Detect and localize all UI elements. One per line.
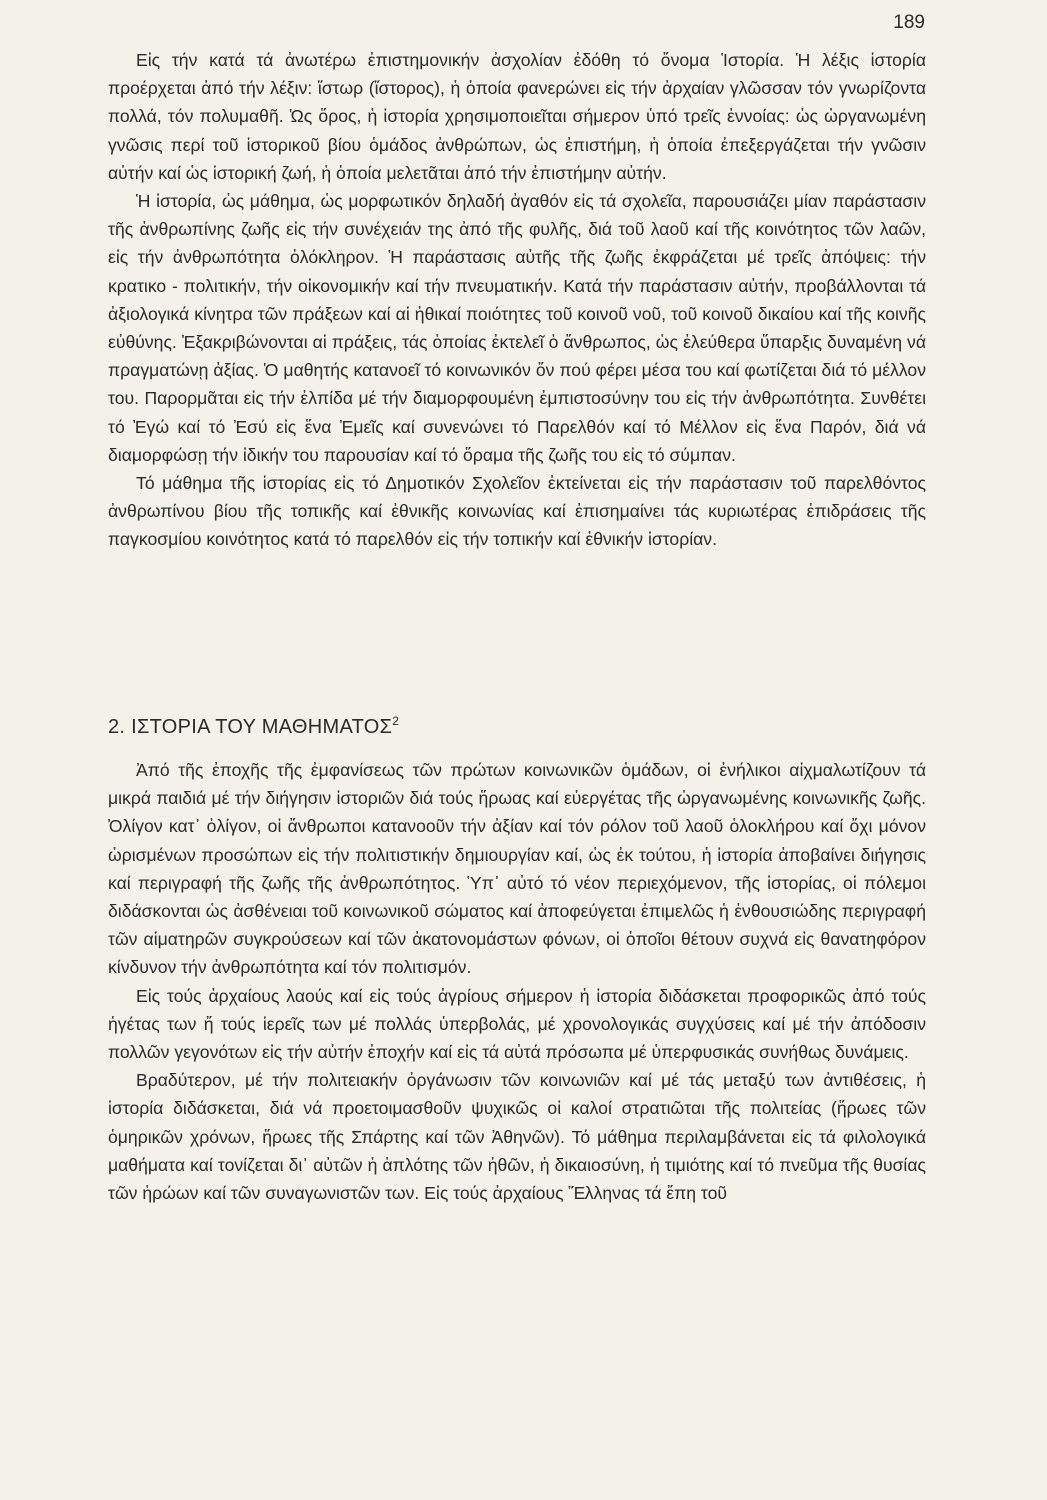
- section-paragraph-2: Εἰς τούς ἀρχαίους λαούς καί εἰς τούς ἀγρίους σήμερον ἡ ἱστορία διδάσκεται προφορικῶς ἀπό τούς ἡγέτας των ἤ τούς ἱερεῖς των μέ πολλάς ὑπερβολάς, μέ χρονολογικάς συγχύσεις καί μέ τήν ἀπόδοσιν πολλῶν γεγονότων εἰς τήν αὐτήν ἐποχήν καί εἰς τά αὐτά πρόσωπα μέ ὑπερφυσικάς συνήθως δυνάμεις.: [108, 985, 926, 1063]
- section-paragraph-3: Βραδύτερον, μέ τήν πολιτειακήν ὀργάνωσιν τῶν κοινωνιῶν καί μέ τάς μεταξύ των ἀντιθέσεις, ἡ ἱστορία διδάσκεται, διά νά προετοιμασθοῦν ψυχικῶς οἱ καλοί στρατιῶται τῆς πολιτείας (ἥρωες τῶν ὁμηρικῶν χρόνων, ἥρωες τῆς Σπάρτης καί τῶν Ἀθηνῶν). Τό μάθημα περιλαμβάνεται εἰς τά φιλολογικά μαθήματα καί τονίζεται δι᾽ αὐτῶν ἡ ἁπλότης τῶν ἠθῶν, ἡ δικαιοσύνη, ἡ τιμιότης καί τό πνεῦμα τῆς θυσίας τῶν ἡρώων καί τῶν συναγωνιστῶν των. Εἰς τούς ἀρχαίους Ἕλληνας τά ἔπη τοῦ: [108, 1070, 926, 1204]
- section-heading: [108, 714, 399, 739]
- section-heading-text: 2. ΙΣΤΟΡΙΑ ΤΟΥ ΜΑΘΗΜΑΤΟΣ: [108, 716, 393, 738]
- intro-paragraph-2: Ἡ ἱστορία, ὡς μάθημα, ὡς μορφωτικόν δηλαδή ἀγαθόν εἰς τά σχολεῖα, παρουσιάζει μίαν παράστασιν τῆς ἀνθρωπίνης ζωῆς εἰς τήν συνέχειάν της ἀπό τῆς φυλῆς, διά τοῦ λαοῦ καί τῆς κοινότητος τῶν λαῶν, εἰς τήν ἀνθρωπότητα ὁλόκληρον. Ἡ παράστασις αὐτῆς τῆς ζωῆς ἐκφράζεται μέ τρεῖς ἀπόψεις: τήν κρατικο - πολιτικήν, τήν οἰκονομικήν καί τήν πνευματικήν. Κατά τήν παράστασιν αὐτήν, προβάλλονται τά ἀξιολογικά κίνητρα τῶν πράξεων καί αἱ ἠθικαί ποιότητες τοῦ κοινοῦ νοῦ, τοῦ κοινοῦ δικαίου καί τῆς κοινῆς εὐθύνης. Ἐξακριβώνονται αἱ πράξεις, τάς ὁποίας ἐκτελεῖ ὁ ἄνθρωπος, ὡς ἐλεύθερα ὕπαρξις δυναμένη νά πραγματώνῃ ἀξίας. Ὁ μαθητής κατανοεῖ τό κοινωνικόν ὄν πού φέρει μέσα του καί φωτίζεται διά τό μέλλον του. Παρορμᾶται εἰς τήν ἐλπίδα μέ τήν διαμορφουμένη ἐμπιστοσύνην του εἰς τήν ἀνθρωπότητα. Συνθέτει τό Ἐγώ καί τό Ἐσύ εἰς ἕνα Ἐμεῖς καί συνενώνει τό Παρελθόν καί τό Μέλλον εἰς ἕνα Παρόν, διά νά διαμορφώσῃ τήν ἰδικήν του παρουσίαν καί τό ὅραμα τῆς ζωῆς του εἰς τό σύμπαν.: [108, 191, 926, 465]
- section-text: [108, 756, 926, 1207]
- intro-paragraph-1: Εἰς τήν κατά τά ἀνωτέρω ἐπιστημονικήν ἀσχολίαν ἐδόθη τό ὄνομα Ἱστορία. Ἡ λέξις ἱστορία προέρχεται ἀπό τήν λέξιν: ἵστωρ (ἵστορος), ἡ ὁποία φανερώνει εἰς τήν ἀρχαίαν γλῶσσαν τόν γνωρίζοντα πολλά, τόν πολυμαθῆ. Ὡς ὅρος, ἡ ἱστορία χρησιμοποιεῖται σήμερον ὑπό τρεῖς ἐννοίας: ὡς ὠργανωμένη γνῶσις περί τοῦ ἱστορικοῦ βίου ὁμάδος ἀνθρώπων, ὡς ἐπιστήμη, ἡ ὁποία ἐπεξεργάζεται τήν γνῶσιν αὐτήν καί ὡς ἱστορική ζωή, ἡ ὁποία μελετᾶται ἀπό τήν ἐπιστήμην αὐτήν.: [108, 50, 926, 183]
- page-number: 189: [893, 12, 925, 33]
- intro-text: [108, 46, 926, 554]
- section-paragraph-1: Ἀπό τῆς ἐποχῆς τῆς ἐμφανίσεως τῶν πρώτων κοινωνικῶν ὁμάδων, οἱ ἐνήλικοι αἰχμαλωτίζουν τά μικρά παιδιά μέ τήν διήγησιν ἱστοριῶν διά τούς ἥρωας καί εὐεργέτας τῆς ὠργανωμένης κοινωνικῆς ζωῆς. Ὀλίγον κατ᾽ ὀλίγον, οἱ ἄνθρωποι κατανοοῦν τήν ἀξίαν καί τόν ρόλον τοῦ λαοῦ ὁλοκλήρου καί ὄχι μόνον ὡρισμένων προσώπων εἰς τήν πολιτιστικήν δημιουργίαν καί, ὡς ἐκ τούτου, ἡ ἱστορία ἀποβαίνει διήγησις καί περιγραφή τῆς ζωῆς τῆς ἀνθρωπότητος. Ὑπ᾽ αὐτό τό νέον περιεχόμενον, τῆς ἱστορίας, οἱ πόλεμοι διδάσκονται ὡς ἀσθένειαι τοῦ κοινωνικοῦ σώματος καί ἀποφεύγεται ἐπιμελῶς ἡ ἐνθουσιώδης περιγραφή τῶν αἱματηρῶν συγκρούσεων καί τῶν ἀκατονομάστων φόνων, οἱ ὁποῖοι θέτουν συχνά εἰς θανατηφόρον κίνδυνον τήν ἀνθρωπότητα καί τόν πολιτισμόν.: [108, 760, 926, 978]
- intro-paragraph-3: Τό μάθημα τῆς ἱστορίας εἰς τό Δημοτικόν Σχολεῖον ἐκτείνεται εἰς τήν παράστασιν τοῦ παρελθόντος ἀνθρωπίνου βίου τῆς τοπικῆς καί ἐθνικῆς κοινωνίας καί ἐπισημαίνει τάς κυριωτέρας ἐπιδράσεις τῆς παγκοσμίου κοινότητος κατά τό παρελθόν εἰς τήν τοπικήν καί ἐθνικήν ἱστορίαν.: [108, 473, 926, 550]
- footnote-mark: 2: [392, 714, 400, 728]
